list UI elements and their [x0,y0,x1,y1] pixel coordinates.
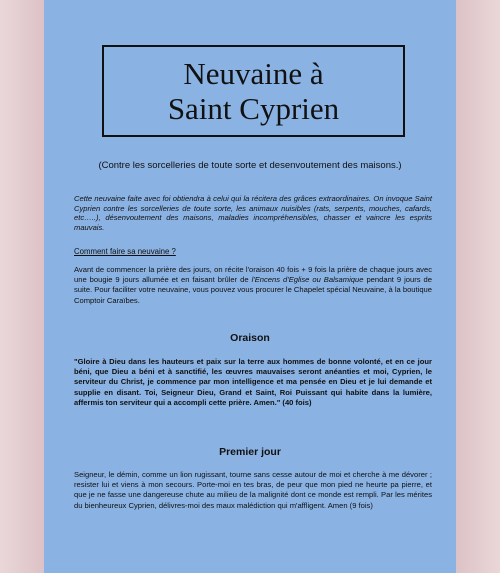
subtitle: (Contre les sorcelleries de toute sorte et desenvoutement des maisons.) [98,160,402,171]
background-right-edge [456,0,500,573]
title-line-1: Neuvaine à [183,56,324,91]
how-to-question: Comment faire sa neuvaine ? [74,247,176,256]
instructions-incense: l'Encens d'Eglise ou Balsamique [251,275,364,285]
heading-premier-jour: Premier jour [219,446,281,458]
oraison-paragraph [74,357,432,408]
document-sheet [44,0,456,573]
oraison-count: (40 fois) [280,397,312,407]
oraison-text: "Gloire à Dieu dans les hauteurs et paix sur la terre aux hommes de bonne volonté, et en ce jour béni, que Dieu a béni et à sanctifié, les œuvres mauvaises seront anéanties et moi, Cyprien, le serviteur du Christ, je commence par mon intelligence et ma pensée en Dieu et je lui demande et supplie en disant. Toi, Seigneur Dieu, Grand et Saint, Roi Puissant qui habite dans la lumière, affermis ton serviteur qui a accompli cette prière. Amen." [74,357,432,407]
title-line-2: Saint Cyprien [167,91,340,126]
instructions-text-2: pendant 9 jours de suite. Pour faciliter votre neuvaine, vous pouvez vous procurer le Chapelet spécial Neuvaine, à la boutique Comptoir Caraïbes. [74,275,432,305]
instructions-paragraph [74,265,432,306]
premier-jour-paragraph: Seigneur, le démin, comme un lion rugissant, tourne sans cesse autour de moi et cherche à me dévorer ; resister lui et viens à mon secours. Porte-moi en tes bras, de peur que mon pied ne heurte pa pierre, et que je ne fasse une dangereuse chute au milieu de la malignité dont ce monde est rempli. Par les mérites du bienheureux Cyprien, délivres-moi des maux malédiction qui m'affligent. Amen (9 fois) [74,470,432,510]
instructions-text-1: Avant de commencer la prière des jours, on récite l'oraison 40 fois + 9 fois la prière de chaque jours avec une bougie 9 jours allumée et en faisant brûler de [74,265,432,285]
intro-paragraph: Cette neuvaine faite avec foi obtiendra à celui qui la récitera des grâces extraordinaires. On invoque Saint Cyprien contre les sorcelleries de toute sorte, les animaux nuisibles (rats, serpents, mouches, cafards, etc…..), désenvoutement des maisons, maladies incompréhensibles, chasser et vaincre les esprits mauvais. [74,194,432,232]
background-left-edge [0,0,44,573]
heading-oraison: Oraison [230,332,270,344]
title-box [102,45,405,137]
